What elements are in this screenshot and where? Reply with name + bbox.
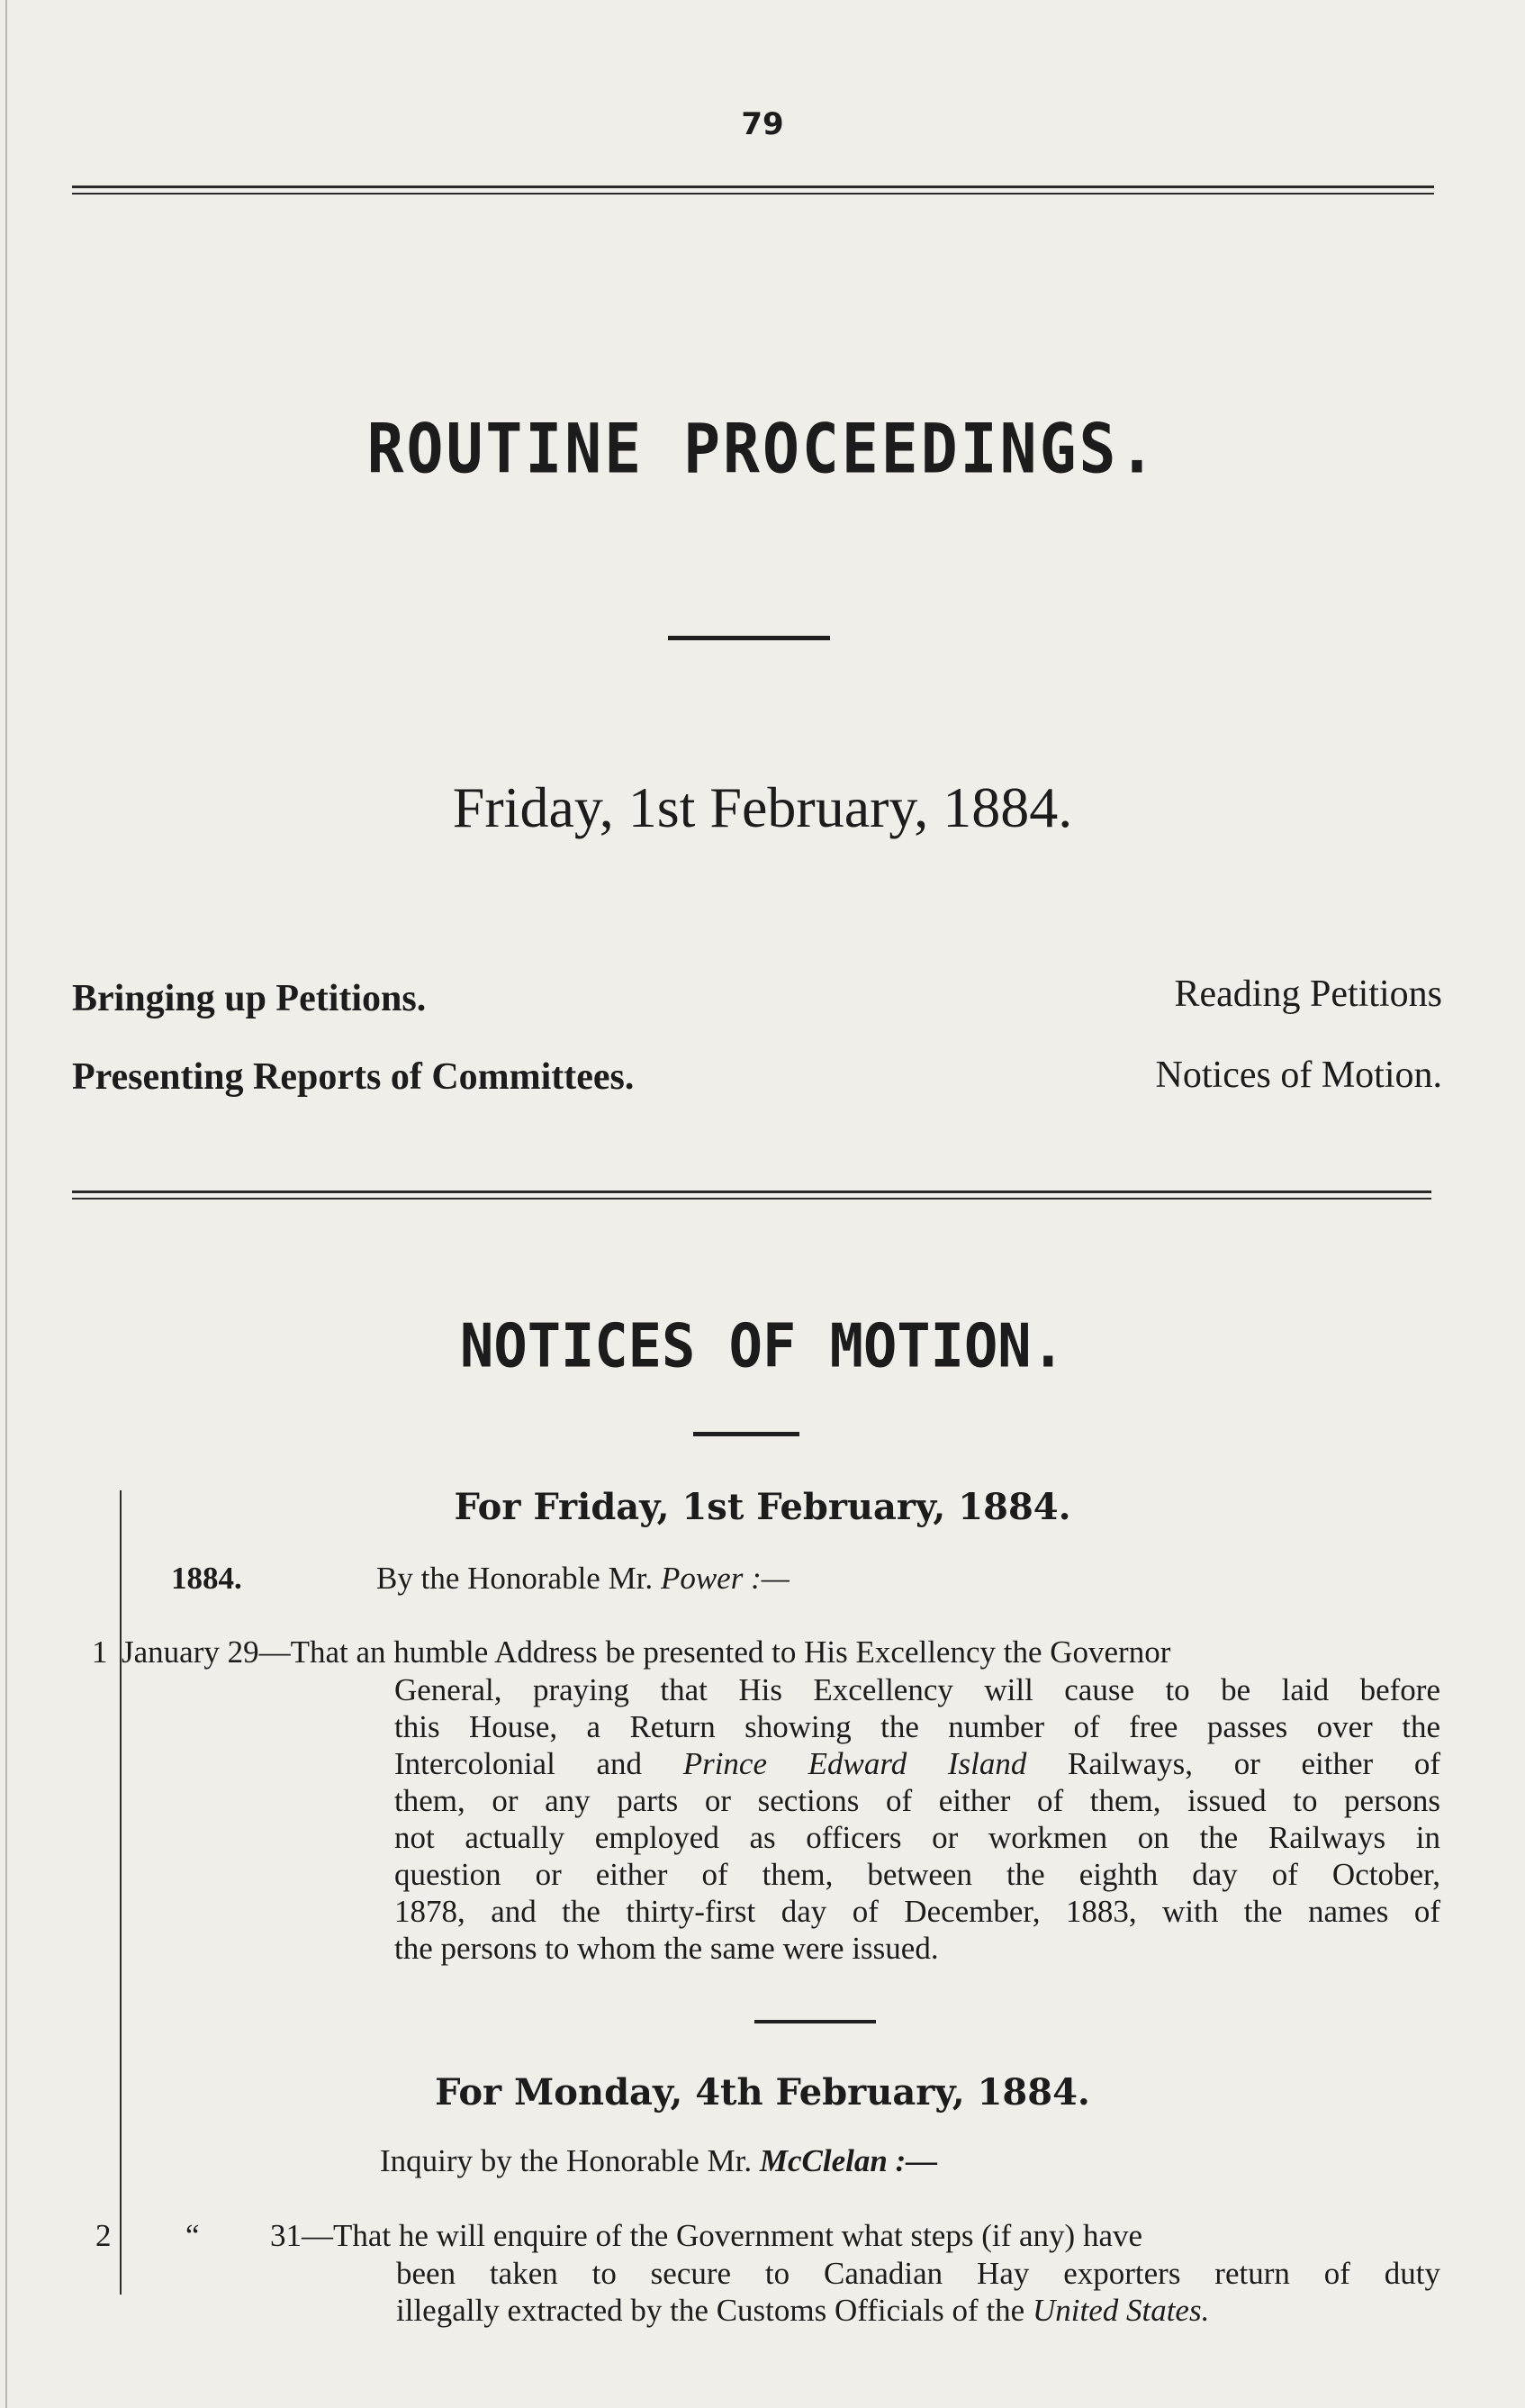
entry-text-1: That an humble Address be presented to His Excellency the Governor bbox=[290, 1634, 1171, 1670]
mover-prefix: By the Honorable Mr. bbox=[376, 1561, 661, 1596]
entry-line-with-italic bbox=[396, 2292, 1440, 2329]
inquiry-prefix: Inquiry by the Honorable Mr. bbox=[380, 2143, 760, 2178]
entry-first-line-2 bbox=[270, 2218, 1440, 2254]
entry-line: not actually employed as officers or workmen on the Railways in bbox=[394, 1820, 1440, 1855]
page-title: ROUTINE PROCEEDINGS. bbox=[366, 410, 1159, 490]
mover-line bbox=[376, 1561, 790, 1597]
inquiry-line bbox=[380, 2143, 937, 2179]
entry-day-2: 31— bbox=[270, 2218, 333, 2253]
entry-line: General, praying that His Excellency will cause to be laid before bbox=[394, 1672, 1440, 1707]
entry-date-1: January 29— bbox=[122, 1634, 291, 1670]
entry-line-part: illegally extracted by the Customs Officials of the bbox=[396, 2293, 1025, 2328]
entry-body-1 bbox=[394, 1671, 1440, 1967]
entry-number-1: 1 bbox=[92, 1634, 108, 1670]
entry-line: 1878, and the thirty-first day of December, 1883, with the names of bbox=[394, 1894, 1440, 1929]
section-divider bbox=[693, 1432, 799, 1436]
entry-line: the persons to whom the same were issued. bbox=[394, 1931, 939, 1966]
entry-line-italic: Prince Edward Island bbox=[682, 1746, 1027, 1781]
entry-line: them, or any parts or sections of either of them, issued to persons bbox=[394, 1783, 1440, 1818]
year-label: 1884. bbox=[171, 1561, 242, 1596]
routine-item-petitions: Bringing up Petitions. bbox=[72, 978, 427, 1019]
entry-line: been taken to secure to Canadian Hay exporters return of duty bbox=[396, 2256, 1440, 2291]
top-rule-thick bbox=[72, 186, 1434, 188]
entry-line-part: Intercolonial and bbox=[394, 1746, 643, 1781]
sitting-date: Friday, 1st February, 1884. bbox=[452, 775, 1073, 839]
day-heading-monday: For Monday, 4th February, 1884. bbox=[435, 2071, 1090, 2114]
section-title: NOTICES OF MOTION. bbox=[460, 1310, 1065, 1381]
entry-line-part: Railways, or either of bbox=[1068, 1746, 1441, 1781]
margin-bar bbox=[120, 1490, 122, 2295]
routine-item-reading: Reading Petitions bbox=[1174, 973, 1442, 1015]
entry-line-with-italic bbox=[394, 1745, 1440, 1782]
mover-name: Power :— bbox=[660, 1561, 790, 1596]
entry-line: question or either of them, between the eighth day of October, bbox=[394, 1857, 1440, 1892]
middle-rule-thick bbox=[72, 1190, 1431, 1193]
top-rule-thin bbox=[72, 193, 1434, 195]
routine-item-reports: Presenting Reports of Committees. bbox=[72, 1056, 635, 1098]
entry-number-2: 2 bbox=[95, 2218, 112, 2253]
entry-first-line-1 bbox=[122, 1634, 1440, 1670]
entry-body-2 bbox=[396, 2255, 1440, 2329]
entry-line-italic: United States. bbox=[1032, 2293, 1210, 2328]
page-edge bbox=[5, 0, 7, 2408]
entry-divider bbox=[754, 2020, 876, 2023]
entry-ditto-2: “ bbox=[185, 2218, 200, 2253]
inquiry-name: McClelan :— bbox=[759, 2143, 938, 2178]
middle-rule-thin bbox=[72, 1198, 1431, 1199]
page-number: 79 bbox=[741, 106, 784, 142]
routine-item-notices: Notices of Motion. bbox=[1155, 1055, 1442, 1096]
entry-line: this House, a Return showing the number of free passes over the bbox=[394, 1709, 1440, 1744]
title-divider bbox=[668, 636, 830, 640]
day-heading-friday: For Friday, 1st February, 1884. bbox=[454, 1486, 1071, 1528]
entry-text-2: That he will enquire of the Government what steps (if any) have bbox=[333, 2218, 1143, 2253]
